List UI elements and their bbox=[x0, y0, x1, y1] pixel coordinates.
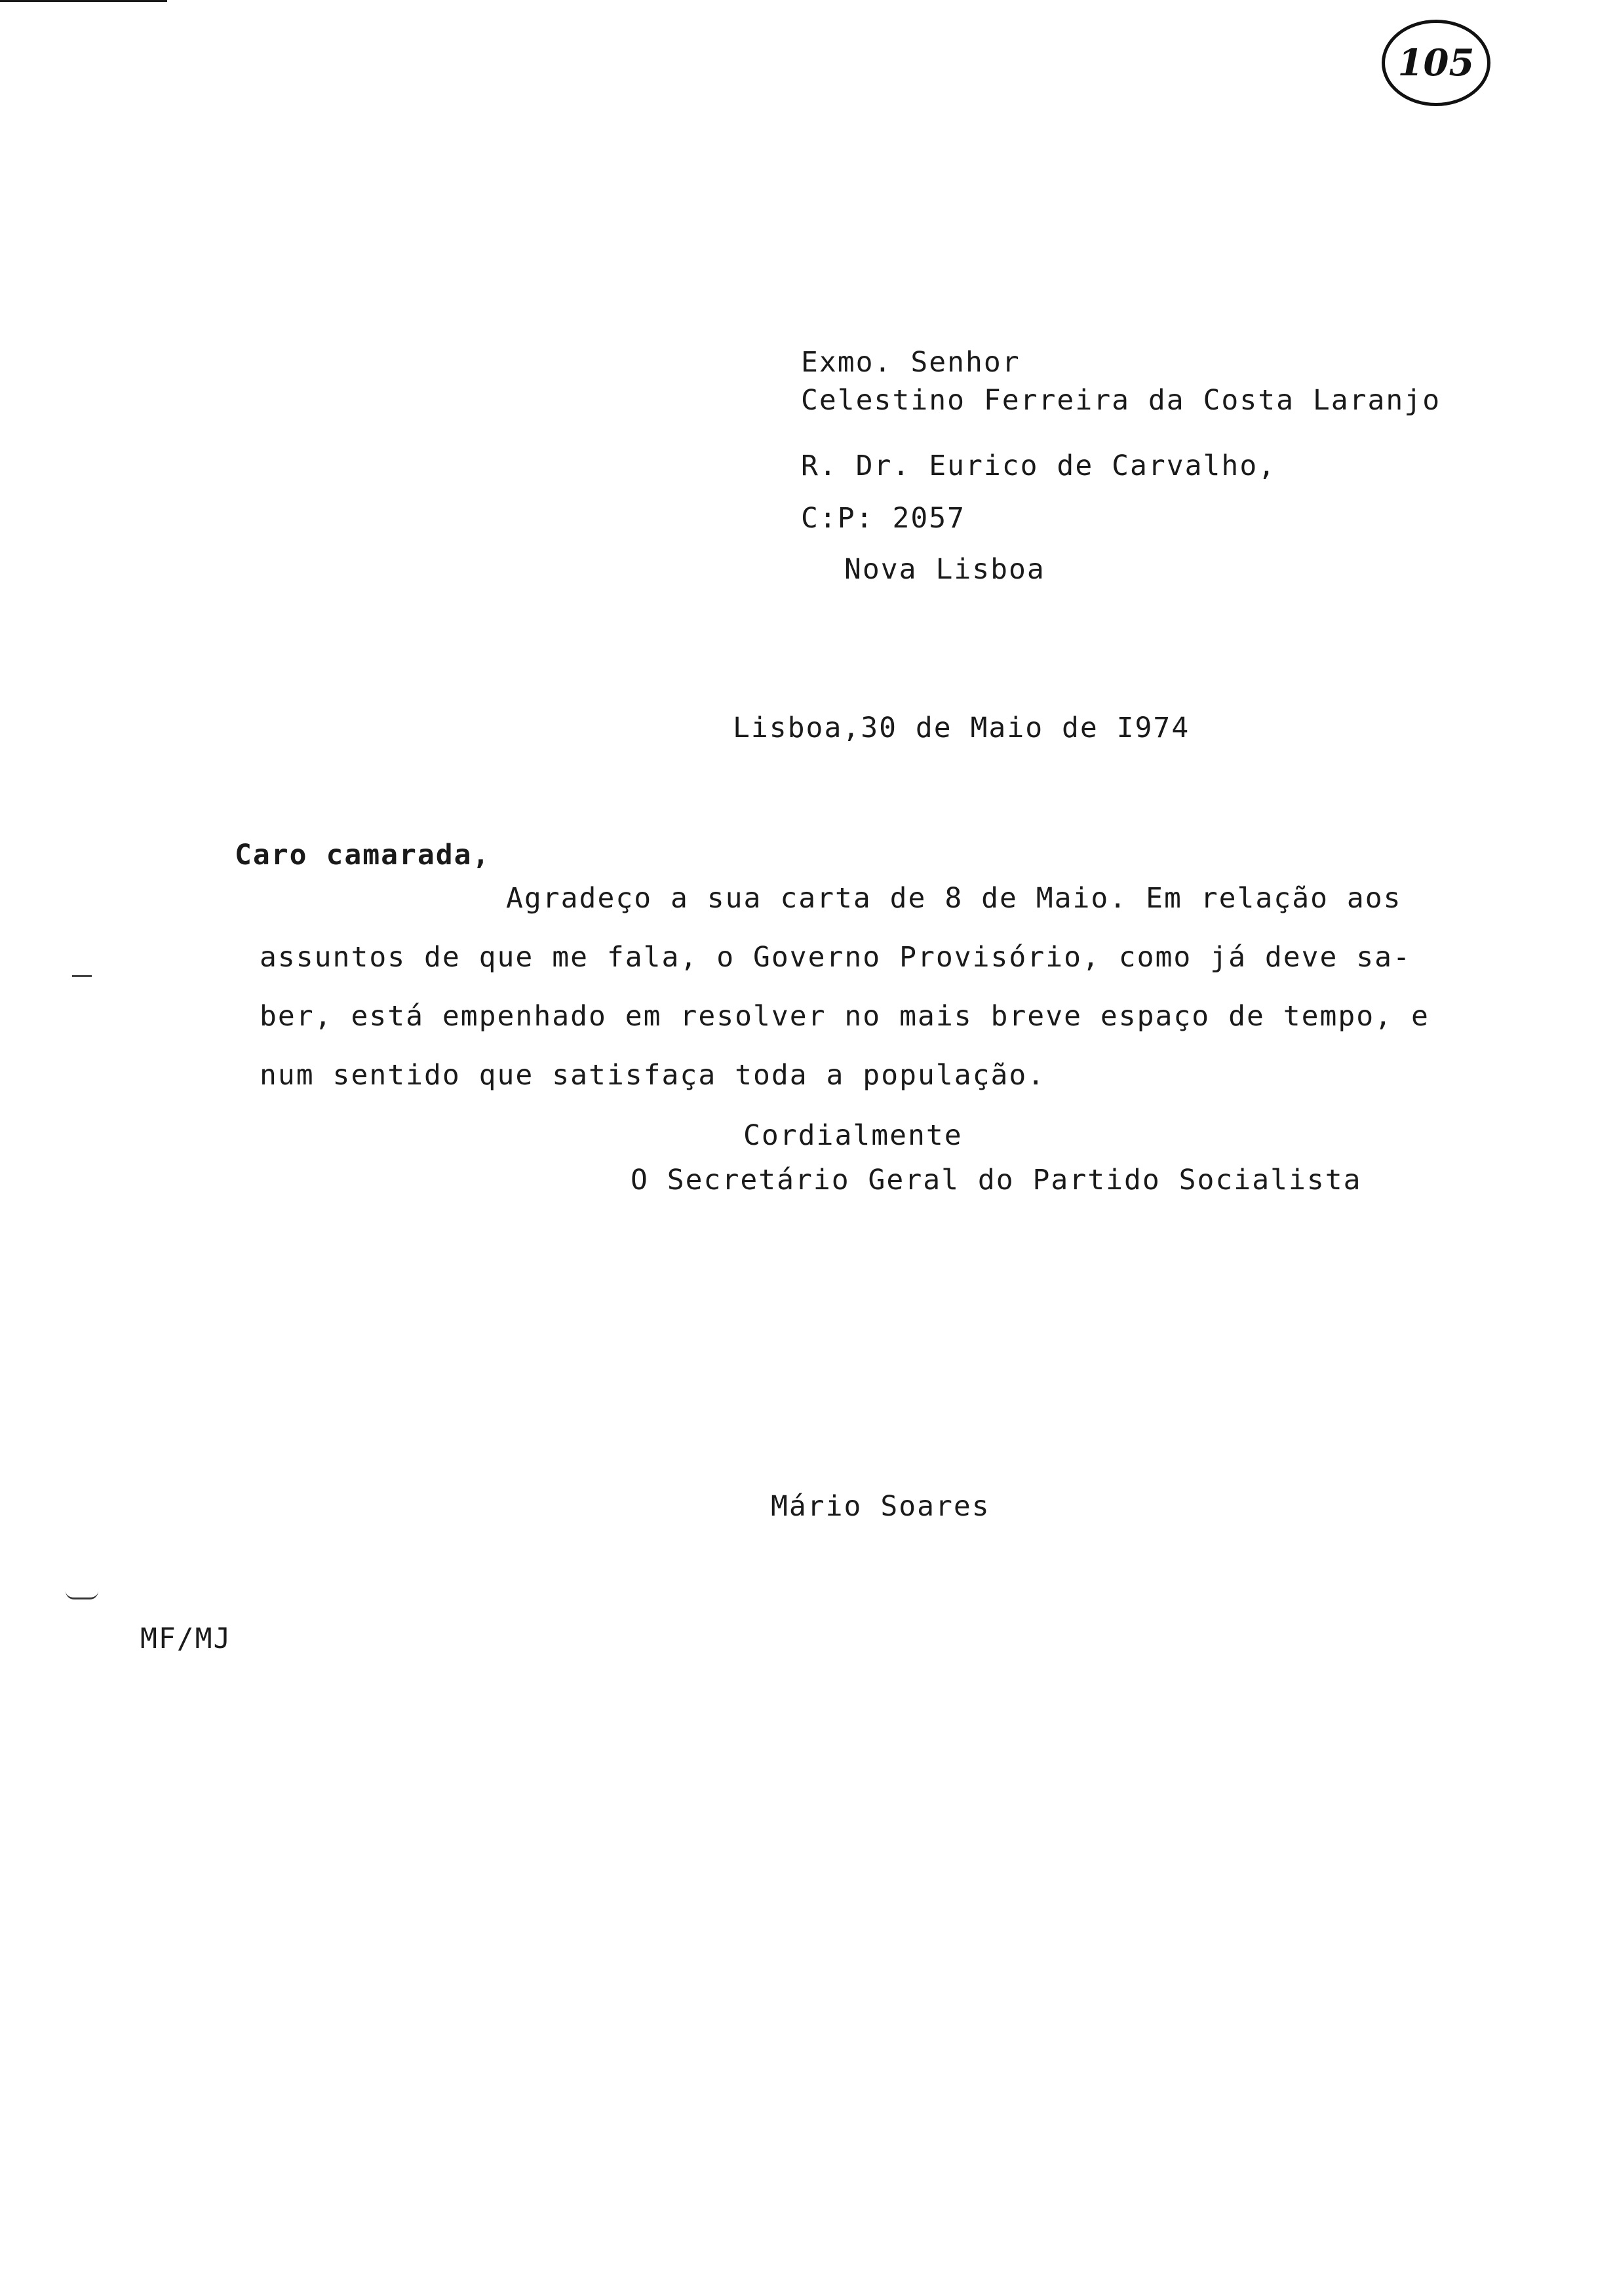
body-line-1: Agradeço a sua carta de 8 de Maio. Em relação aos bbox=[506, 882, 1402, 915]
margin-mark bbox=[72, 975, 92, 977]
recipient-city: Nova Lisboa bbox=[844, 553, 1045, 586]
reference-initials: MF/MJ bbox=[140, 1622, 232, 1655]
body-line-2: assuntos de que me fala, o Governo Provisório, como já deve sa- bbox=[260, 941, 1411, 974]
signatory-title: O Secretário Geral do Partido Socialista bbox=[631, 1164, 1362, 1196]
recipient-postal-code: C:P: 2057 bbox=[801, 502, 965, 535]
recipient-name: Celestino Ferreira da Costa Laranjo bbox=[801, 384, 1441, 417]
recipient-salutation: Exmo. Senhor bbox=[801, 346, 1021, 379]
fold-mark bbox=[66, 1591, 98, 1599]
body-line-4: num sentido que satisfaça toda a população. bbox=[260, 1059, 1046, 1092]
scan-edge-line bbox=[0, 0, 167, 2]
recipient-street: R. Dr. Eurico de Carvalho, bbox=[801, 450, 1277, 482]
closing: Cordialmente bbox=[743, 1119, 963, 1152]
body-line-3: ber, está empenhado em resolver no mais breve espaço de tempo, e bbox=[260, 1000, 1430, 1033]
date-line: Lisboa,30 de Maio de I974 bbox=[733, 712, 1190, 744]
greeting: Caro camarada, bbox=[235, 839, 491, 871]
page-number-stamp: 105 bbox=[1382, 20, 1490, 106]
signatory-name: Mário Soares bbox=[771, 1490, 990, 1523]
